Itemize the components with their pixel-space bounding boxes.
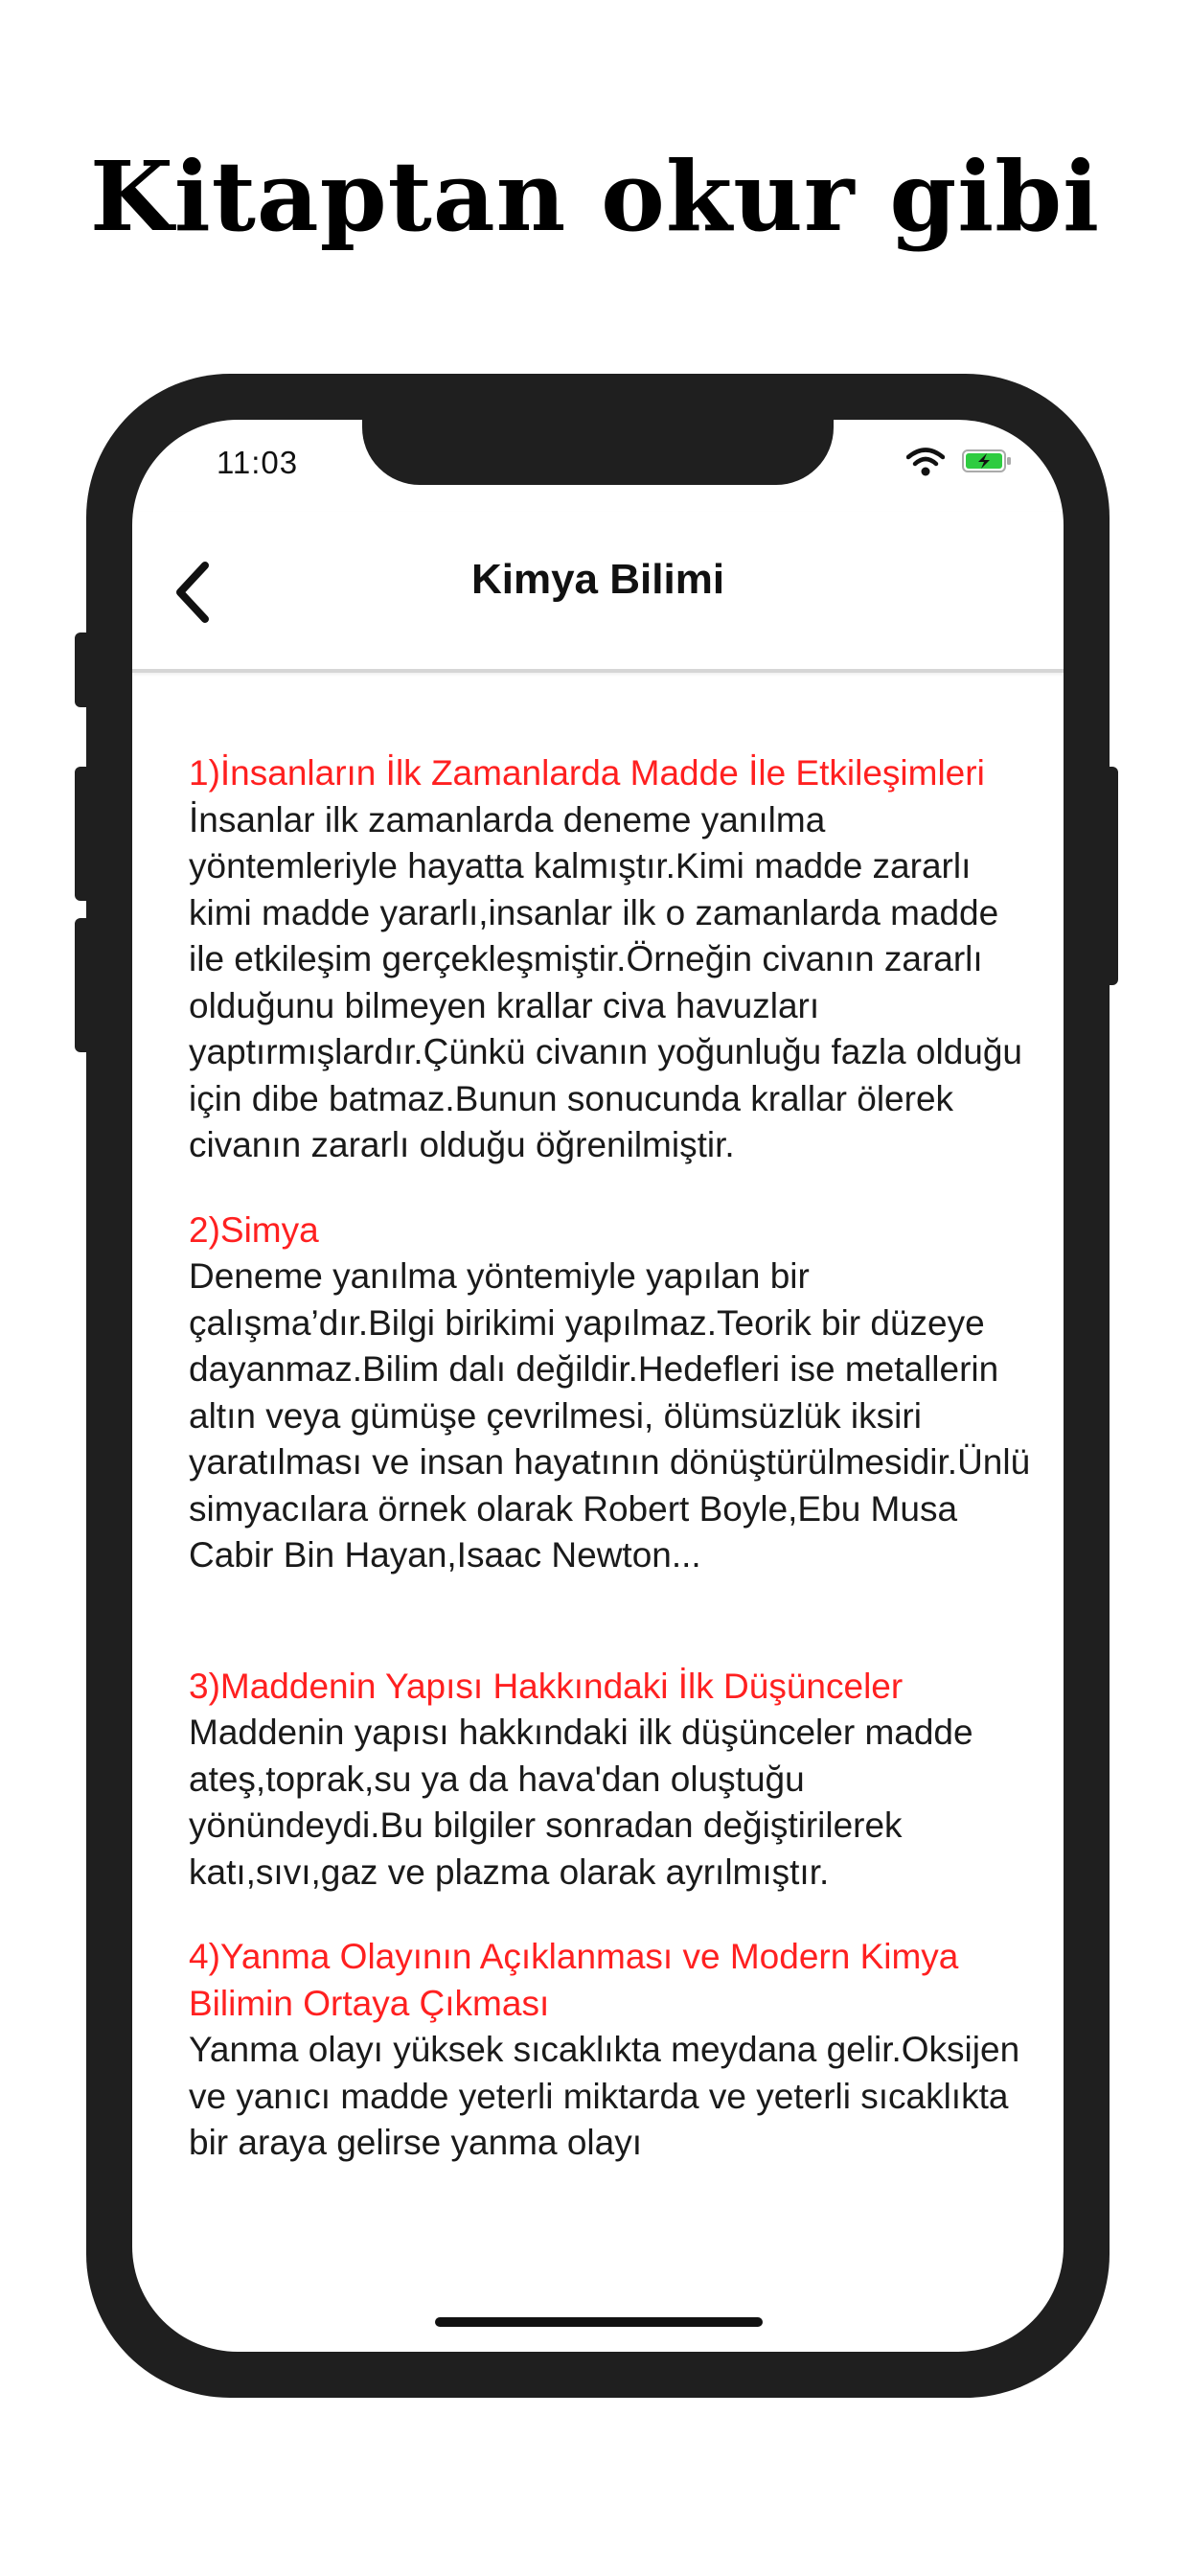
article-section <box>189 750 1032 1169</box>
section-body: İnsanlar ilk zamanlarda deneme yanılma yöntemleriyle hayatta kalmıştır.Kimi madde zararlı kimi madde yararlı,insanlar ilk o zamanlarda madde ile etkileşim gerçekleşmiştir.Örneğin civanın zararlı olduğunu bilmeyen krallar civa havuzları yaptırmışlardır.Çünkü civanın yoğunluğu fazla olduğu için dibe batmaz.Bunun sonucunda krallar ölerek civanın zararlı olduğu öğrenilmiştir. <box>189 799 1023 1164</box>
section-title: 2)Simya <box>189 1209 319 1250</box>
section-body: Yanma olayı yüksek sıcaklıkta meydana gelir.Oksijen ve yanıcı madde yeterli miktarda ve yeterli sıcaklıkta bir araya gelirse yanma olayı <box>189 2030 1020 2162</box>
wifi-icon <box>906 447 945 477</box>
notch <box>362 420 834 485</box>
section-body: Maddenin yapısı hakkındaki ilk düşünceler madde ateş,toprak,su ya da hava'dan oluştuğu yönündeydi.Bu bilgiler sonradan değiştirilerek katı,sıvı,gaz ve plazma olarak ayrılmıştır. <box>189 1713 973 1892</box>
battery-charging-icon <box>962 448 1012 473</box>
article-section <box>189 1934 1032 2167</box>
phone-frame <box>86 374 1110 2398</box>
section-title: 4)Yanma Olayının Açıklanması ve Modern Kimya Bilimin Ortaya Çıkması <box>189 1937 959 2023</box>
page-title: Kimya Bilimi <box>470 556 725 603</box>
section-title: 1)İnsanların İlk Zamanlarda Madde İle Etkileşimleri <box>189 753 985 793</box>
promo-headline: Kitaptan okur gibi <box>89 140 1101 253</box>
article-section <box>189 1664 1032 1897</box>
article-section <box>189 1208 1032 1579</box>
section-body: Deneme yanılma yöntemiyle yapılan bir çalışma’dır.Bilgi birikimi yapılmaz.Teorik bir düzeye dayanmaz.Bilim dalı değildir.Hedefleri ise metallerin altın veya gümüşe çevrilmesi, ölümsüzlük iksiri yaratılması ve insan hayatının dönüştürülmesidir.Ünlü simyacılara örnek olarak Robert Boyle,Ebu Musa Cabir Bin Hayan,Isaac Newton... <box>189 1256 1031 1575</box>
article-content <box>189 750 1032 2167</box>
home-indicator[interactable] <box>435 2317 763 2327</box>
section-title: 3)Maddenin Yapısı Hakkındaki İlk Düşünceler <box>189 1666 904 1706</box>
status-time: 11:03 <box>217 445 299 480</box>
navigation-bar <box>132 512 1064 673</box>
phone-screen <box>132 420 1064 2352</box>
